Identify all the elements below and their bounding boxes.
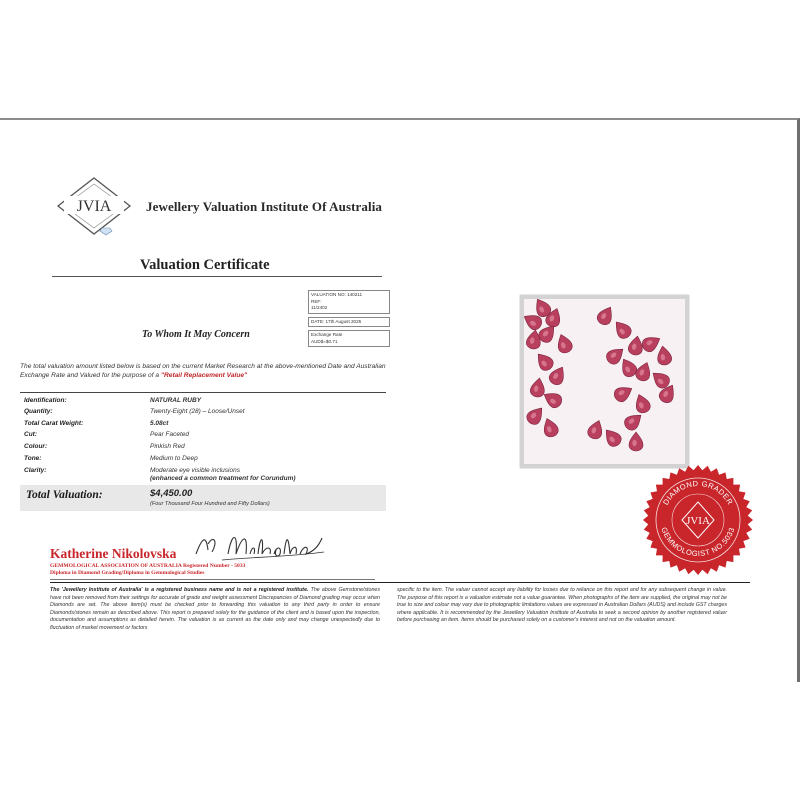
footer-disclaimer-right: specific to the item. The valuer cannot accept any liability for losses due to reliance on this report and for any subsequent change in value. The purpose of this report is a valuation estimate not a value guarantee. When photographs of the item are supplied, the original may not be true to size and colour may vary due to photographic limitations values are expressed in Australian Dollars (AUDS) and include GST charges where applicable. It is recommended by the Jewellery Valuation Institute of Australia to seek a second opinion by another registered valuer before purchasing an item. Items should be purchased solely on a customer's interest and not on the valuation amount. [397,587,727,624]
detail-value: NATURAL RUBY [150,397,202,404]
red-seal-stamp [642,464,754,576]
detail-value: (enhanced a common treatment for Corundum) [150,475,296,482]
seal-top-text: DIAMOND GRADER [661,478,735,507]
exchange-label: Exchange Rate [311,332,343,337]
footer-divider [50,582,750,583]
total-amount-words: (Four Thousand Four Hundred and Fifty Dollars) [150,501,270,507]
institute-name: Jewellery Valuation Institute Of Australia [146,199,383,214]
exchange-rate [308,330,390,347]
detail-value: Pear Faceted [150,431,190,438]
valuation-number: VALUATION NO: 140211 [311,292,363,297]
ruby-stone [634,360,654,383]
detail-label: Colour: [24,443,48,450]
ruby-stone [540,416,560,439]
ruby-stone [611,318,634,342]
ruby-stone [622,410,646,433]
reference-box [308,290,390,347]
detail-value: 5.08ct [150,420,169,427]
ruby-stone [629,432,643,451]
detail-value: Pinkish Red [150,443,185,450]
intro-paragraph [20,362,390,380]
ruby-stone [524,404,547,428]
ruby-stone [533,350,556,374]
jvia-logo [56,176,132,236]
detail-label: Total Carat Weight: [24,420,84,427]
ruby-stone [632,392,652,415]
details-table [20,392,386,510]
ruby-stone [586,418,606,441]
exchange-value: AUD$=$0.71 [311,338,338,344]
detail-label: Cut: [24,431,37,438]
footer-disclaimer-left [50,587,380,633]
ruby-stones-image [524,299,685,464]
total-label: Total Valuation: [26,489,103,501]
detail-value: Moderate eye visible inclusions [150,467,240,474]
ruby-stone [595,304,617,327]
seal-center-text: JVIA [686,515,710,527]
intro-text: The total valuation amount listed below is based on the current Market Research at the above-mentioned Date and Australian Exchange Rate and Valued for the purpose of a [20,363,386,379]
certificate-page [0,118,800,682]
detail-label: Quantity: [24,408,53,415]
title-divider [52,276,382,277]
diamond-icon [100,228,112,235]
addressee: To Whom It May Concern [142,329,250,340]
footer-lead: The 'Jewellery Institute of Australia' is a registered business name and is not a registered institute. [50,587,309,593]
detail-value: Medium to Deep [150,455,198,462]
ruby-stone [627,335,644,356]
certificate-title: Valuation Certificate [140,257,270,273]
detail-value: Twenty-Eight (28) – Loose/Unset [150,408,245,415]
diploma-line: Diploma in Diamond Grading/Diploma in Gemmological Studies [50,570,205,576]
detail-label: Tone: [24,455,42,462]
seal-bottom-text: GEMMOLOGIST NO.5033 [659,525,737,559]
gemstone-photo [520,295,689,468]
logo-text: JVIA [76,198,112,215]
ref-label: REF: [311,298,322,304]
ruby-stone [554,332,574,355]
reference-numbers [308,290,390,314]
ruby-stone [601,426,624,450]
signature-divider [50,579,375,580]
signatory-name: Katherine Nikolovska [50,546,177,561]
association-registration: GEMMOLOGICAL ASSOCIATION OF AUSTRALIA Registered Number - 5033 [50,563,246,569]
ruby-stone [656,345,673,366]
detail-label: Identification: [24,397,67,404]
detail-label: Clarity: [24,467,47,474]
ref-value: 11/2402 [311,305,328,310]
ruby-stone [612,382,635,404]
valuation-date: DATE: 17th August 2025 [308,317,390,328]
footer-left-text: The above Gemstone/stones have not been removed from their settings for accurate of grade and weight assessment Discrepancies of Diamond grading may occur when Diamonds are set. The above item(s) must be checked prior to forwarding this valuation to any third party in order to ensure Diamonds/stones remain as described above. This report is prepared solely for the guidance of the client and is based upon the inspection, documentation and assumptions as detailed herein. The valuation is as current as the date only and may change unexpectedly due to fluctuation of market movement or factors [50,587,380,631]
total-amount: $4,450.00 [150,488,193,499]
valuation-purpose: "Retail Replacement Value" [160,372,248,379]
ruby-stone [529,377,546,398]
